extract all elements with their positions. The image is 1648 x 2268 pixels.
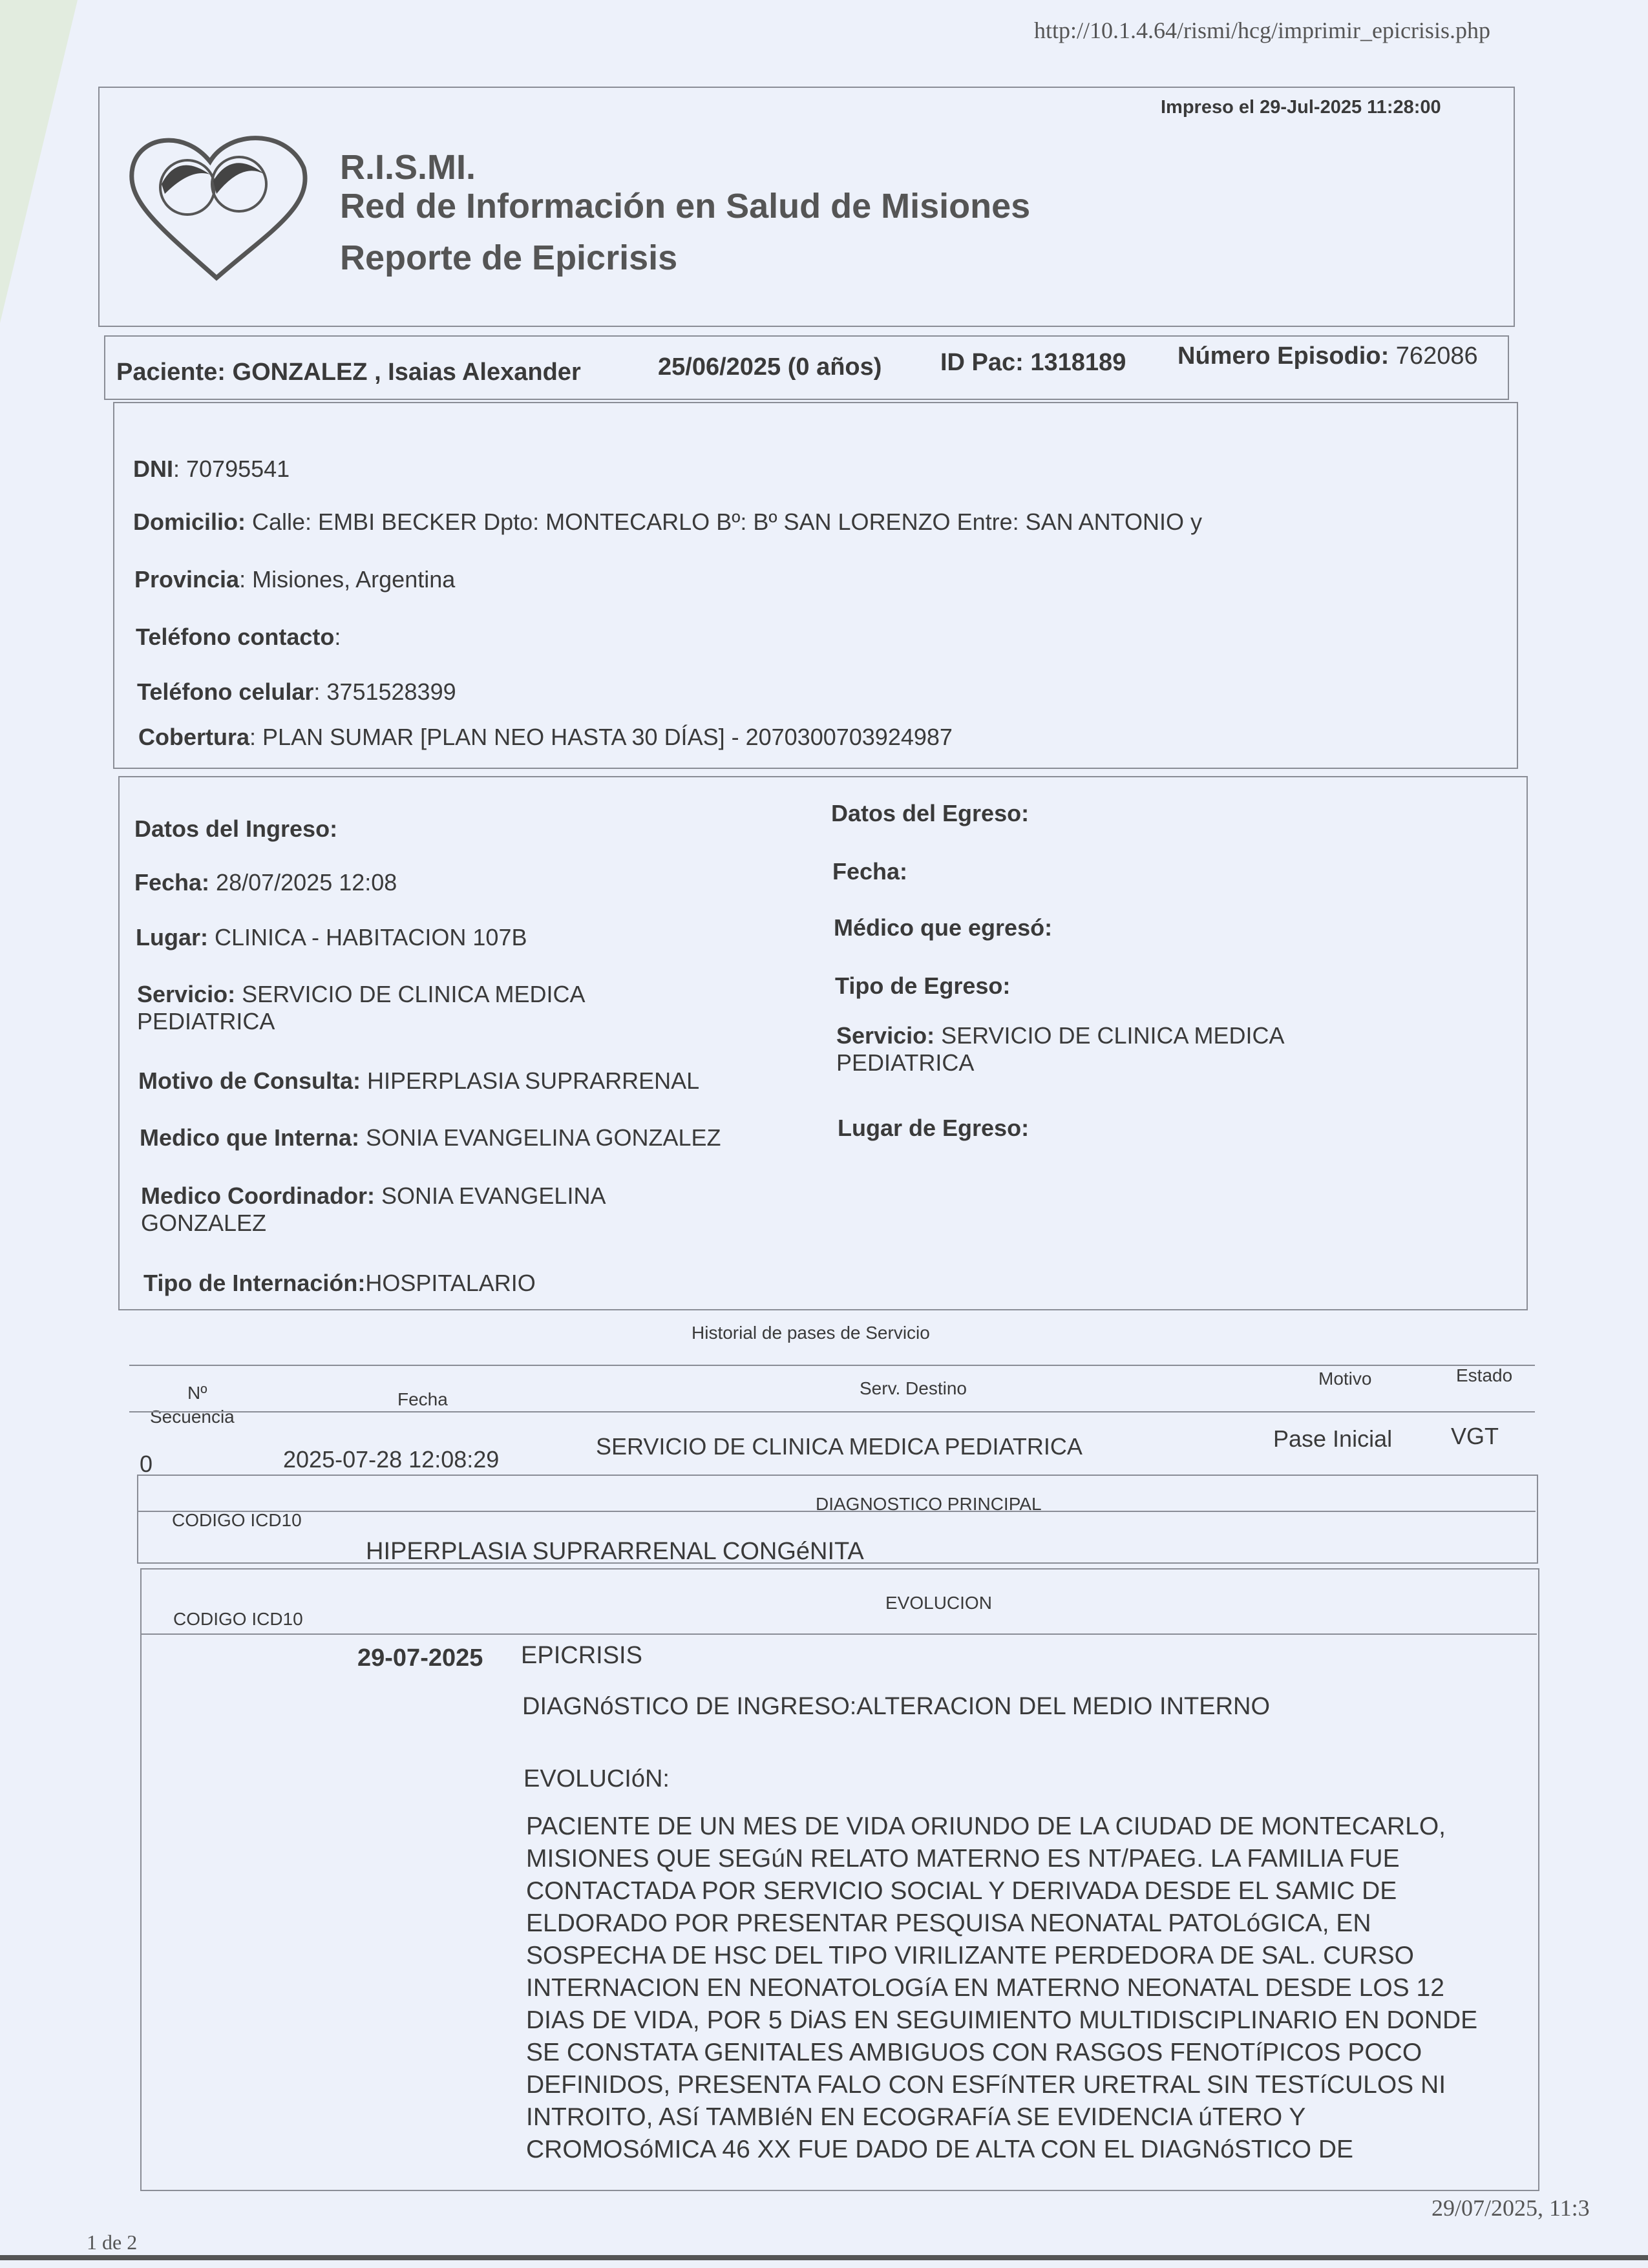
diag-title: DIAGNOSTICO PRINCIPAL: [816, 1494, 1042, 1514]
evolution-text: [526, 1812, 1477, 2168]
egreso-servicio: Servicio: SERVICIO DE CLINICA MEDICA PEDIATRICA: [836, 1022, 1285, 1076]
rismi-logo-icon: [120, 123, 313, 284]
text-line: ELDORADO POR PRESENTAR PESQUISA NEONATAL PATOLóGICA, EN: [526, 1909, 1371, 1937]
episode-number: Número Episodio: 762086: [1178, 342, 1478, 370]
col-secuencia: Secuencia: [150, 1407, 235, 1427]
egreso-tipo: Tipo de Egreso:: [835, 972, 1011, 999]
ingreso-tipo: Tipo de Internación:HOSPITALARIO: [143, 1270, 536, 1296]
text-line: CROMOSóMICA 46 XX FUE DADO DE ALTA CON EL DIAGNóSTICO DE: [526, 2136, 1354, 2163]
evol-code-header: CODIGO ICD10: [173, 1609, 303, 1629]
historial-title: Historial de pases de Servicio: [692, 1323, 930, 1343]
evol-label: EVOLUCIóN:: [523, 1765, 670, 1792]
page-edge: [0, 2255, 1648, 2260]
egreso-fecha: Fecha:: [832, 858, 908, 885]
evol-type: EPICRISIS: [521, 1642, 642, 1669]
egreso-medico: Médico que egresó:: [834, 914, 1053, 941]
col-estado: Estado: [1456, 1365, 1513, 1385]
row-motivo: Pase Inicial: [1273, 1425, 1393, 1452]
footer-datetime: 29/07/2025, 11:3: [1431, 2195, 1590, 2221]
printed-date: Impreso el 29-Jul-2025 11:28:00: [1161, 97, 1441, 118]
ingreso-fecha: Fecha: 28/07/2025 12:08: [134, 869, 397, 896]
col-motivo: Motivo: [1318, 1369, 1372, 1389]
ingreso-medico: Medico que Interna: SONIA EVANGELINA GONZALEZ: [140, 1124, 721, 1151]
ingreso-title: Datos del Ingreso:: [134, 815, 338, 842]
report-title: Reporte de Epicrisis: [340, 238, 678, 277]
ingreso-coordinador: Medico Coordinador: SONIA EVANGELINA GONZALEZ: [141, 1182, 606, 1236]
col-destino: Serv. Destino: [860, 1378, 967, 1398]
row-nro: 0: [140, 1451, 153, 1477]
evol-title: EVOLUCION: [885, 1593, 992, 1613]
text-line: SE CONSTATA GENITALES AMBIGUOS CON RASGOS FENOTíPICOS POCO: [526, 2039, 1422, 2066]
diag-ingreso: DIAGNóSTICO DE INGRESO:ALTERACION DEL MEDIO INTERNO: [522, 1693, 1271, 1720]
org-short: R.I.S.MI.: [340, 148, 476, 187]
ingreso-motivo: Motivo de Consulta: HIPERPLASIA SUPRARRENAL: [138, 1067, 700, 1094]
text-line: PACIENTE DE UN MES DE VIDA ORIUNDO DE LA CIUDAD DE MONTECARLO,: [526, 1812, 1446, 1840]
patient-dob: 25/06/2025 (0 años): [658, 353, 882, 381]
diag-value: HIPERPLASIA SUPRARRENAL CONGéNITA: [366, 1538, 864, 1565]
egreso-title: Datos del Egreso:: [831, 800, 1030, 826]
text-line: CONTACTADA POR SERVICIO SOCIAL Y DERIVADA DESDE EL SAMIC DE: [526, 1877, 1397, 1905]
text-line: INTERNACION EN NEONATOLOGíA EN MATERNO NEONATAL DESDE LOS 12: [526, 1974, 1444, 2002]
text-line: SOSPECHA DE HSC DEL TIPO VIRILIZANTE PERDEDORA DE SAL. CURSO: [526, 1942, 1415, 1969]
divider: [140, 1633, 1537, 1635]
ingreso-servicio: Servicio: SERVICIO DE CLINICA MEDICA PEDIATRICA: [137, 981, 586, 1034]
ingreso-lugar: Lugar: CLINICA - HABITACION 107B: [136, 924, 527, 950]
egreso-lugar: Lugar de Egreso:: [838, 1115, 1030, 1141]
mobile-row: Teléfono celular: 3751528399: [137, 678, 456, 705]
row-fecha: 2025-07-28 12:08:29: [283, 1446, 500, 1473]
divider: [129, 1365, 1535, 1366]
col-nro: Nº: [187, 1383, 207, 1403]
dni-row: DNI: 70795541: [133, 456, 290, 482]
page-count: 1 de 2: [87, 2231, 138, 2254]
org-name: Red de Información en Salud de Misiones: [340, 187, 1031, 226]
col-fecha: Fecha: [397, 1389, 448, 1409]
text-line: INTROITO, ASí TAMBIéN EN ECOGRAFíA SE EVIDENCIA úTERO Y: [526, 2103, 1306, 2131]
phone-row: Teléfono contacto:: [136, 624, 341, 650]
divider: [129, 1411, 1535, 1412]
evol-date: 29-07-2025: [357, 1644, 483, 1672]
row-estado: VGT: [1451, 1423, 1499, 1449]
coverage-row: Cobertura: PLAN SUMAR [PLAN NEO HASTA 30 DÍAS] - 2070300703924987: [138, 724, 953, 750]
torn-corner: [0, 0, 78, 323]
patient-name: Paciente: GONZALEZ , Isaias Alexander: [116, 359, 581, 386]
text-line: DEFINIDOS, PRESENTA FALO CON ESFíNTER URETRAL SIN TESTíCULOS NI: [526, 2071, 1446, 2099]
text-line: DIAS DE VIDA, POR 5 DiAS EN SEGUIMIENTO MULTIDISCIPLINARIO EN DONDE: [526, 2006, 1478, 2034]
text-line: MISIONES QUE SEGúN RELATO MATERNO ES NT/PAEG. LA FAMILIA FUE: [526, 1845, 1400, 1873]
patient-id: ID Pac: 1318189: [940, 349, 1126, 376]
print-url: http://10.1.4.64/rismi/hcg/imprimir_epicrisis.php: [1034, 17, 1490, 43]
province-row: Provincia: Misiones, Argentina: [134, 566, 456, 593]
row-destino: SERVICIO DE CLINICA MEDICA PEDIATRICA: [596, 1433, 1083, 1460]
address-row: Domicilio: Calle: EMBI BECKER Dpto: MONTECARLO Bº: Bº SAN LORENZO Entre: SAN ANTONIO y: [133, 509, 1203, 535]
diag-code-header: CODIGO ICD10: [172, 1510, 302, 1530]
